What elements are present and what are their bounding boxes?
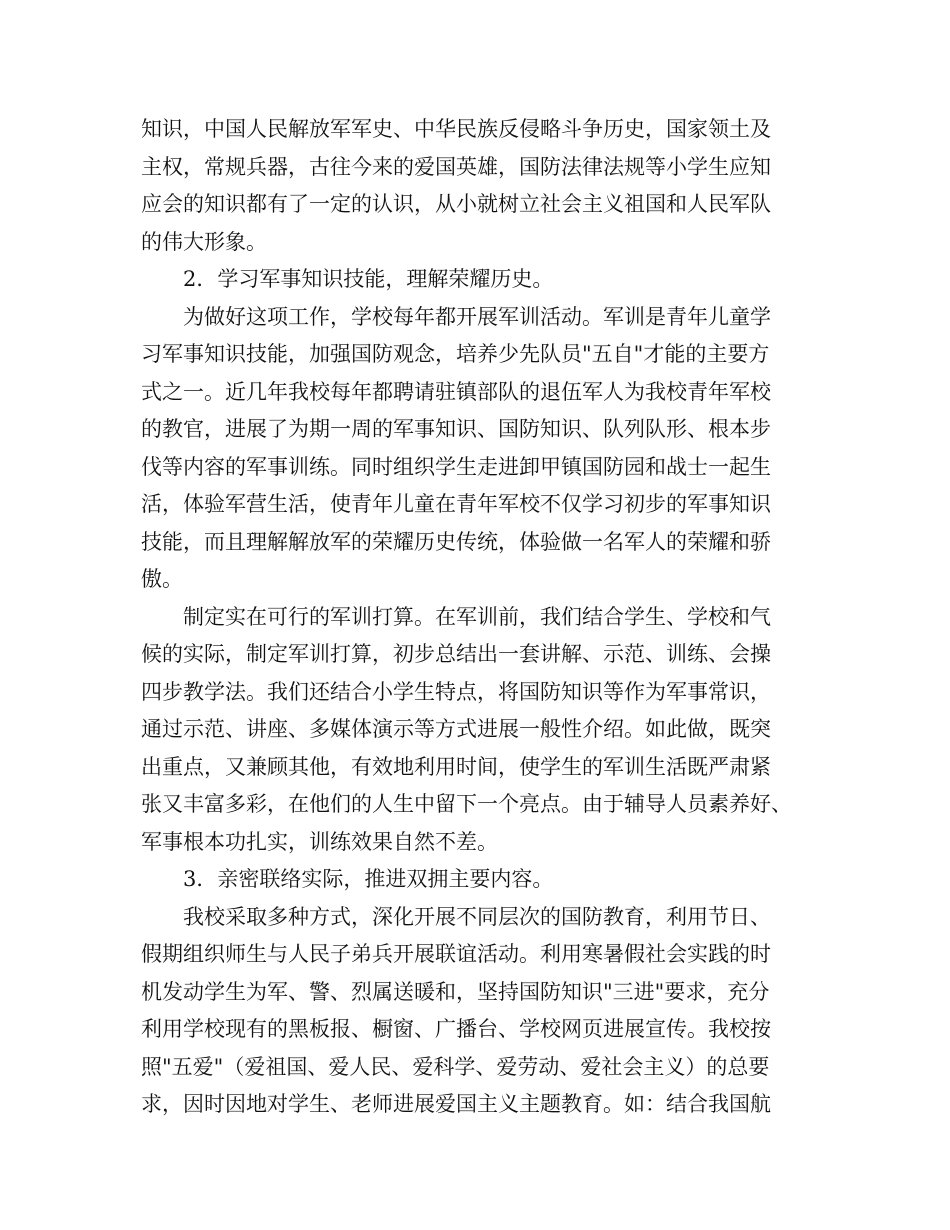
text-line: 的教官，进展了为期一周的军事知识、国防知识、队列队形、根本步	[141, 417, 771, 441]
text-line: 四步教学法。我们还结合小学生特点，将国防知识等作为军事常识，	[141, 679, 771, 704]
text-line: 我校采取多种方式，深化开展不同层次的国防教育，利用节日、	[183, 904, 771, 929]
text-line: 机发动学生为军、警、烈属送暖和，坚持国防知识"三进"要求，充分	[141, 979, 770, 1004]
text-line: 为做好这项工作，学校每年都开展军训活动。军训是青年儿童学	[183, 304, 771, 329]
text-line: 的伟大形象。	[141, 229, 267, 254]
text-line: 照"五爱"（爱祖国、爱人民、爱科学、爱劳动、爱社会主义）的总要	[141, 1054, 770, 1079]
text-line: 通过示范、讲座、多媒体演示等方式进展一般性介绍。如此做，既突	[141, 717, 771, 741]
text-line: 伐等内容的军事训练。同时组织学生走进卸甲镇国防园和战士一起生	[141, 454, 771, 479]
text-line: 求，因时因地对学生、老师进展爱国主义主题教育。如：结合我国航	[141, 1092, 771, 1116]
text-line: 应会的知识都有了一定的认识，从小就树立社会主义祖国和人民军队	[141, 192, 771, 216]
text-line: 军事根本功扎实，训练效果自然不差。	[141, 829, 498, 854]
text-line: 知识，中国人民解放军军史、中华民族反侵略斗争历史，国家领土及	[141, 117, 771, 141]
text-line: 式之一。近几年我校每年都聘请驻镇部队的退伍军人为我校青年军校	[141, 379, 771, 404]
text-line: 候的实际，制定军训打算，初步总结出一套讲解、示范、训练、会操	[141, 642, 771, 666]
text-line: 利用学校现有的黑板报、橱窗、广播台、学校网页进展宣传。我校按	[141, 1017, 771, 1041]
text-line: 制定实在可行的军训打算。在军训前，我们结合学生、学校和气	[183, 604, 771, 629]
text-line: 技能，而且理解解放军的荣耀历史传统，体验做一名军人的荣耀和骄	[141, 529, 771, 554]
text-line: 出重点，又兼顾其他，有效地利用时间，使学生的军训生活既严肃紧	[141, 754, 771, 779]
text-line: 活，体验军营生活，使青年儿童在青年军校不仅学习初步的军事知识	[141, 492, 771, 516]
text-line: 习军事知识技能，加强国防观念，培养少先队员"五自"才能的主要方	[141, 342, 770, 366]
text-line: 傲。	[141, 567, 183, 591]
text-line: 假期组织师生与人民子弟兵开展联谊活动。利用寒暑假社会实践的时	[141, 942, 771, 966]
text-line: 张又丰富多彩，在他们的人生中留下一个亮点。由于辅导人员素养好、	[141, 792, 792, 816]
text-line: 2．学习军事知识技能，理解荣耀历史。	[183, 267, 554, 291]
text-line: 3．亲密联络实际，推进双拥主要内容。	[183, 867, 554, 891]
body-text	[141, 111, 811, 1124]
text-line: 主权，常规兵器，古往今来的爱国英雄，国防法律法规等小学生应知	[141, 154, 771, 179]
